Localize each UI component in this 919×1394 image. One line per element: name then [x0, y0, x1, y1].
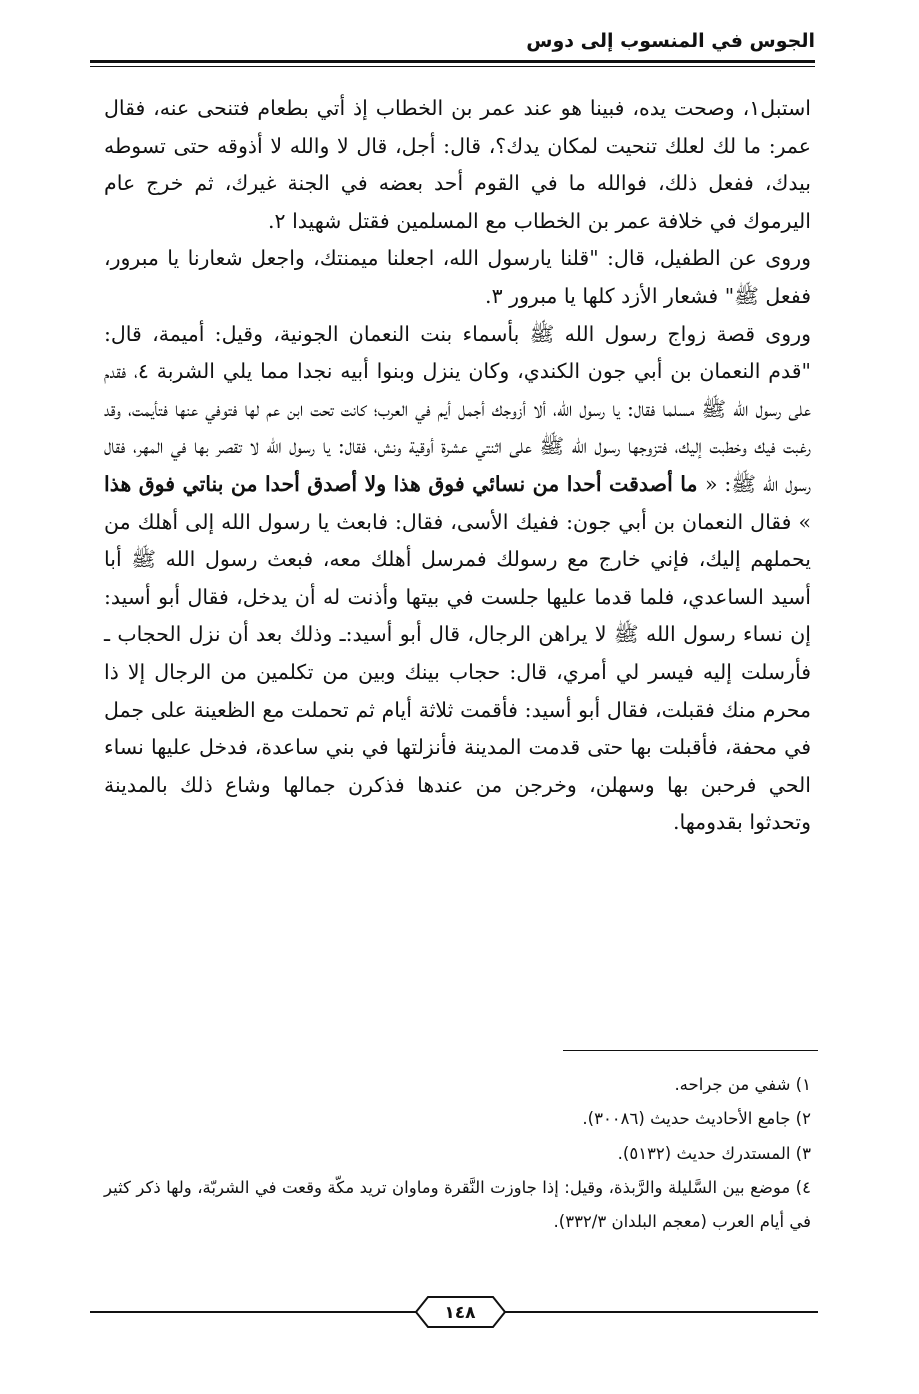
running-header: الجوس في المنسوب إلى دوس — [526, 30, 815, 52]
paragraph-2: وروى عن الطفيل، قال: "قلنا يارسول الله، اجعلنا ميمنتك، واجعل شعارنا يا مبرور، ففعل ﷺ" فشعار الأزد كلها يا مبرور ٣. — [104, 246, 811, 308]
body-text — [104, 90, 811, 842]
header-rule-thick — [90, 60, 815, 63]
paragraph-3-part-b: » فقال النعمان بن أبي جون: ففيك الأسى، فقال: فابعث يا رسول الله إلى أهلك من يحملهم إليك، فإني خارج مع رسولك فمرسل أهلك معه، فبعث رسول الله ﷺ أبا أسيد الساعدي، فلما قدما عليها جلست في بيتها وأذنت له أن يدخل، فقال أبو أسيد: إن نساء رسول الله ﷺ لا يراهن الرجال، قال أبو أسيد:ـ وذلك بعد أن نزل الحجاب ـ فأرسلت إليه فيسر لي أمري، قال: حجاب بينك وبين من تكلمين من الرجال إلا ذا محرم منك فقبلت، فقال أبو أسيد: فأقمت ثلاثة أيام ثم تحملت مع الظعينة على جمل في محفة، فأقبلت بها حتى قدمت المدينة فأنزلتها في بني ساعدة، فدخل عليها نساء الحي فرحبن بها وسهلن، وخرجن من عندها فذكرن جمالها وشاع ذلك بالمدينة وتحدثوا بقدومها. — [104, 509, 811, 835]
footnote-4: ٤) موضع بين السَّليلة والرَّبذة، وقيل: إذا جاوزت النَّقرة وماوان تريد مكّة وقعت في الشربّة، ولها ذكر كثير في أيام العرب (معجم البلدان ٣٣٢/٣). — [104, 1177, 811, 1232]
footnote-3: ٣) المستدرك حديث (٥١٣٢). — [617, 1143, 811, 1163]
paragraph-3-part-a: وروى قصة زواج رسول الله ﷺ بأسماء بنت النعمان الجونية، وقيل: أميمة، قال: "قدم النعمان بن أبي جون الكندي، وكان ينزل وبنوا أبيه نجدا مما يلي الشربة ٤، فقدم على رسول الله ﷺ مسلما فقال: يا رسول الله، ألا أزوجك أجمل أيم في العرب؛ كانت تحت ابن عم لها فتوفي عنها فتأيمت، وقد رغبت فيك وخطبت إليك، فتزوجها رسول الله ﷺ على اثنتي عشرة أوقية ونش، فقال: يا رسول الله لا تقصر بها في المهر، فقال رسول الله ﷺ: « — [104, 321, 812, 496]
paragraph-3 — [104, 316, 811, 842]
footnote-separator — [563, 1050, 818, 1051]
hadith-quote-bold: ما أصدقت أحدا من نسائي فوق هذا ولا أصدق أحدا من بناتي فوق هذا — [104, 471, 705, 496]
footnote-2: ٢) جامع الأحاديث حديث (٣٠٠٨٦). — [582, 1109, 811, 1129]
header-rule-thin — [90, 66, 815, 67]
footnote-1: ١) شفي من جراحه. — [674, 1075, 811, 1094]
paragraph-1: استبل١، وصحت يده، فبينا هو عند عمر بن الخطاب إذ أتي بطعام فتنحى عنه، فقال عمر: ما لك لعلك تنحيت لمكان يدك؟، قال: أجل، قال لا والله لا أذوقه حتى تسوطه بيدك، ففعل ذلك، فوالله ما في القوم أحد بعضه في الجنة غيرك، ثم خرج عام اليرموك في خلافة عمر بن الخطاب مع المسلمين فقتل شهيدا ٢. — [104, 96, 811, 233]
page-number: ١٤٨ — [444, 1303, 476, 1323]
footnotes — [104, 1068, 811, 1239]
